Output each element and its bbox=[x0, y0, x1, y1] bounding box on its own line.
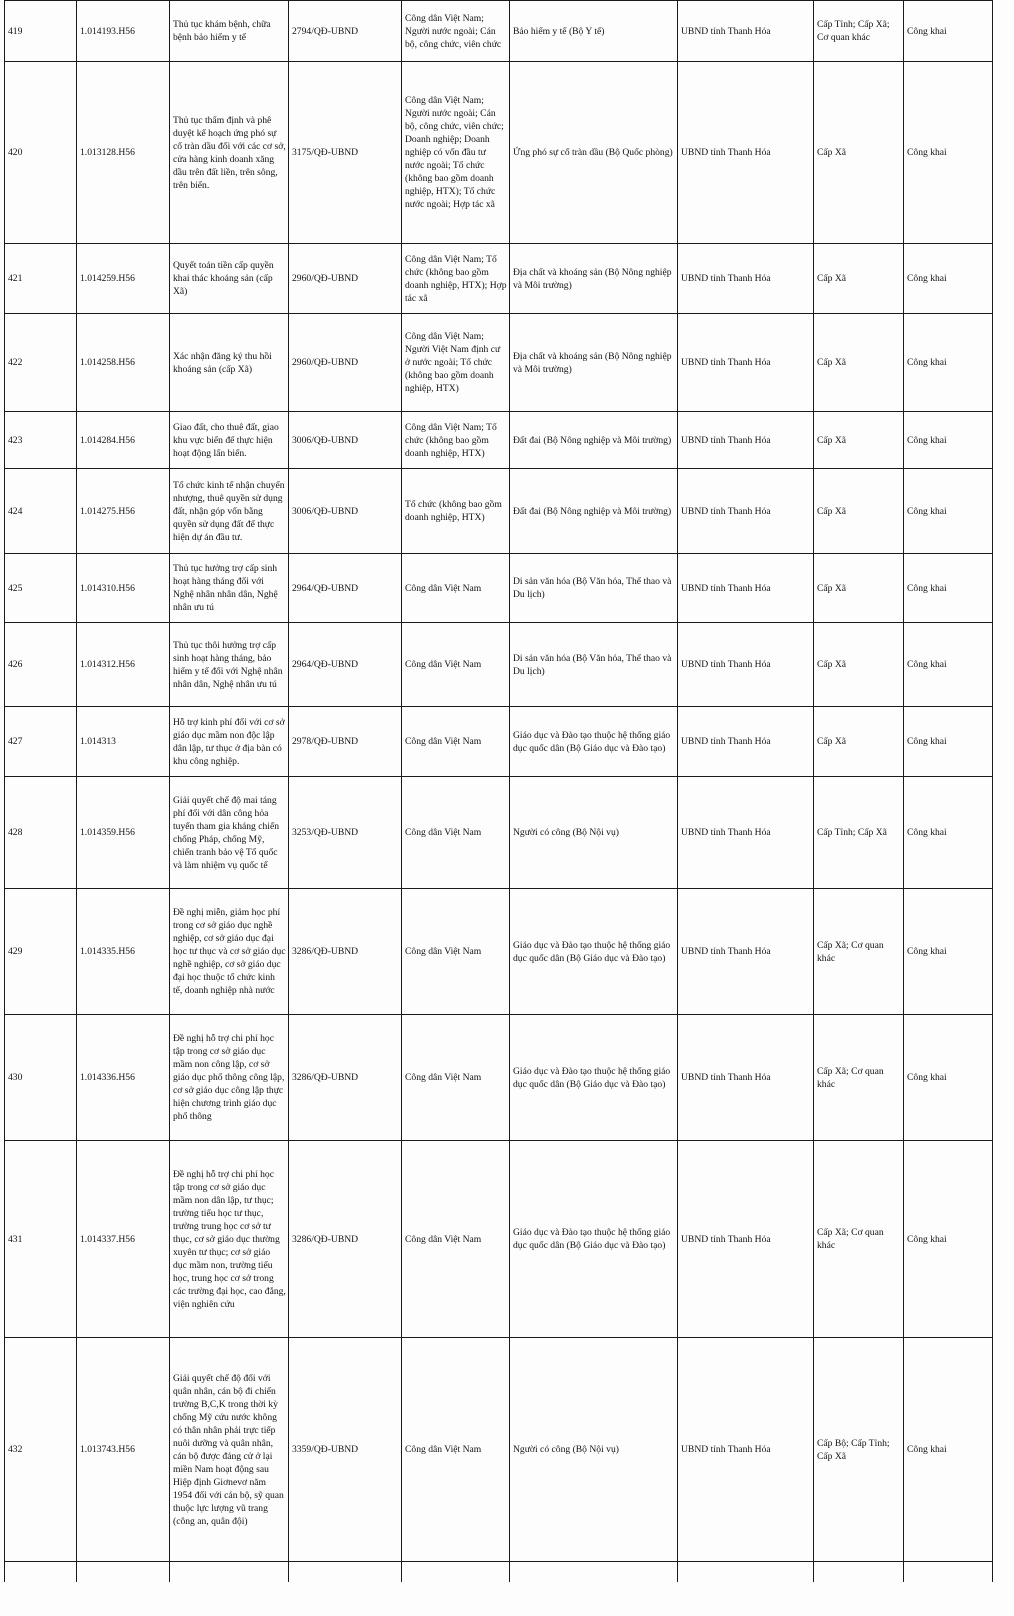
cell-name: Thủ tục thẩm định và phê duyệt kế hoạch ứng phó sự cố tràn dầu đối với các cơ sở, cửa hàng kinh doanh xăng dầu trên đất liền, trên sông, trên biển. bbox=[170, 62, 289, 244]
cell-empty bbox=[170, 1562, 289, 1582]
cell-agency: UBND tỉnh Thanh Hóa bbox=[678, 469, 814, 554]
cell-agency: UBND tỉnh Thanh Hóa bbox=[678, 1, 814, 62]
cell-decision: 2978/QĐ-UBND bbox=[289, 707, 402, 777]
cell-name: Hỗ trợ kinh phí đối với cơ sở giáo dục mầm non độc lập dân lập, tư thục ở địa bàn có khu công nghiệp. bbox=[170, 707, 289, 777]
table-row bbox=[5, 554, 993, 623]
cell-agency: UBND tỉnh Thanh Hóa bbox=[678, 777, 814, 889]
cell-decision: 2794/QĐ-UBND bbox=[289, 1, 402, 62]
cell-subject: Công dân Việt Nam; Người nước ngoài; Cán bộ, công chức, viên chức bbox=[402, 1, 510, 62]
cell-status: Công khai bbox=[904, 1338, 993, 1562]
cell-empty bbox=[5, 1562, 77, 1582]
cell-name: Tổ chức kinh tế nhận chuyển nhượng, thuê quyền sử dụng đất, nhận góp vốn bằng quyền sử dụng đất để thực hiện dự án đầu tư. bbox=[170, 469, 289, 554]
cell-level: Cấp Xã; Cơ quan khác bbox=[814, 889, 904, 1015]
cell-empty bbox=[904, 1562, 993, 1582]
cell-code: 1.014258.H56 bbox=[77, 314, 170, 412]
cell-empty bbox=[77, 1562, 170, 1582]
cell-status: Công khai bbox=[904, 412, 993, 469]
cell-code: 1.014336.H56 bbox=[77, 1015, 170, 1141]
cell-agency: UBND tỉnh Thanh Hóa bbox=[678, 554, 814, 623]
cell-decision: 3359/QĐ-UBND bbox=[289, 1338, 402, 1562]
cell-agency: UBND tỉnh Thanh Hóa bbox=[678, 1338, 814, 1562]
cell-level: Cấp Bộ; Cấp Tỉnh; Cấp Xã bbox=[814, 1338, 904, 1562]
cell-field: Người có công (Bộ Nội vụ) bbox=[510, 1338, 678, 1562]
cell-agency: UBND tỉnh Thanh Hóa bbox=[678, 244, 814, 314]
cell-status: Công khai bbox=[904, 62, 993, 244]
cell-subject: Công dân Việt Nam bbox=[402, 1141, 510, 1338]
cell-level: Cấp Xã bbox=[814, 707, 904, 777]
cell-subject: Công dân Việt Nam; Tổ chức (không bao gồm doanh nghiệp, HTX) bbox=[402, 412, 510, 469]
cell-stt: 419 bbox=[5, 1, 77, 62]
cell-agency: UBND tỉnh Thanh Hóa bbox=[678, 1141, 814, 1338]
cell-code: 1.014275.H56 bbox=[77, 469, 170, 554]
cell-code: 1.014312.H56 bbox=[77, 623, 170, 707]
table-row bbox=[5, 62, 993, 244]
cell-stt: 424 bbox=[5, 469, 77, 554]
cell-decision: 3175/QĐ-UBND bbox=[289, 62, 402, 244]
table-row bbox=[5, 244, 993, 314]
cell-status: Công khai bbox=[904, 1141, 993, 1338]
cell-name: Giải quyết chế độ đối với quân nhân, cán bộ đi chiến trường B,C,K trong thời kỳ chống Mỹ cứu nước không có thân nhân phải trực tiếp nuôi dưỡng và quân nhân, cán bộ được đảng cử ở lại miền Nam hoạt động sau Hiệp định Giơnevơ năm 1954 đối với cán bộ, sỹ quan thuộc lực lượng vũ trang (công an, quân đội) bbox=[170, 1338, 289, 1562]
cell-code: 1.013743.H56 bbox=[77, 1338, 170, 1562]
cell-subject: Công dân Việt Nam bbox=[402, 707, 510, 777]
cell-name: Quyết toán tiền cấp quyền khai thác khoáng sản (cấp Xã) bbox=[170, 244, 289, 314]
cell-stt: 429 bbox=[5, 889, 77, 1015]
cell-code: 1.014310.H56 bbox=[77, 554, 170, 623]
cell-field: Di sản văn hóa (Bộ Văn hóa, Thể thao và Du lịch) bbox=[510, 554, 678, 623]
cell-stt: 432 bbox=[5, 1338, 77, 1562]
cell-field: Di sản văn hóa (Bộ Văn hóa, Thể thao và Du lịch) bbox=[510, 623, 678, 707]
cell-decision: 3286/QĐ-UBND bbox=[289, 1141, 402, 1338]
cell-field: Giáo dục và Đào tạo thuộc hệ thống giáo dục quốc dân (Bộ Giáo dục và Đào tạo) bbox=[510, 889, 678, 1015]
cell-level: Cấp Xã bbox=[814, 469, 904, 554]
cell-code: 1.014259.H56 bbox=[77, 244, 170, 314]
cell-decision: 2964/QĐ-UBND bbox=[289, 554, 402, 623]
table-row bbox=[5, 412, 993, 469]
cell-field: Đất đai (Bộ Nông nghiệp và Môi trường) bbox=[510, 469, 678, 554]
cell-stt: 421 bbox=[5, 244, 77, 314]
cell-stt: 423 bbox=[5, 412, 77, 469]
cell-field: Địa chất và khoáng sản (Bộ Nông nghiệp và Môi trường) bbox=[510, 244, 678, 314]
cell-subject: Công dân Việt Nam bbox=[402, 889, 510, 1015]
cell-level: Cấp Xã bbox=[814, 412, 904, 469]
cell-subject: Công dân Việt Nam bbox=[402, 554, 510, 623]
cell-status: Công khai bbox=[904, 244, 993, 314]
cell-stt: 428 bbox=[5, 777, 77, 889]
cell-empty bbox=[510, 1562, 678, 1582]
cell-stt: 426 bbox=[5, 623, 77, 707]
cell-empty bbox=[402, 1562, 510, 1582]
cell-empty bbox=[814, 1562, 904, 1582]
cell-status: Công khai bbox=[904, 707, 993, 777]
cell-field: Giáo dục và Đào tạo thuộc hệ thống giáo dục quốc dân (Bộ Giáo dục và Đào tạo) bbox=[510, 707, 678, 777]
cell-level: Cấp Tỉnh; Cấp Xã; Cơ quan khác bbox=[814, 1, 904, 62]
cell-decision: 3286/QĐ-UBND bbox=[289, 889, 402, 1015]
cell-subject: Công dân Việt Nam bbox=[402, 777, 510, 889]
cell-field: Ứng phó sự cố tràn dầu (Bộ Quốc phòng) bbox=[510, 62, 678, 244]
cell-name: Giao đất, cho thuê đất, giao khu vực biển để thực hiện hoạt động lấn biển. bbox=[170, 412, 289, 469]
cell-name: Giải quyết chế độ mai táng phí đối với dân công hỏa tuyến tham gia kháng chiến chống Pháp, chống Mỹ, chiến tranh bảo vệ Tổ quốc và làm nhiệm vụ quốc tế bbox=[170, 777, 289, 889]
table-row bbox=[5, 1, 993, 62]
cell-subject: Công dân Việt Nam; Người nước ngoài; Cán bộ, công chức, viên chức; Doanh nghiệp; Doanh nghiệp có vốn đầu tư nước ngoài; Tổ chức (không bao gồm doanh nghiệp, HTX); Tổ chức nước ngoài; Hợp tác xã bbox=[402, 62, 510, 244]
cell-name: Xác nhận đăng ký thu hồi khoáng sản (cấp Xã) bbox=[170, 314, 289, 412]
cell-decision: 2960/QĐ-UBND bbox=[289, 244, 402, 314]
cell-agency: UBND tỉnh Thanh Hóa bbox=[678, 1015, 814, 1141]
cell-status: Công khai bbox=[904, 314, 993, 412]
cell-field: Giáo dục và Đào tạo thuộc hệ thống giáo dục quốc dân (Bộ Giáo dục và Đào tạo) bbox=[510, 1141, 678, 1338]
cell-field: Đất đai (Bộ Nông nghiệp và Môi trường) bbox=[510, 412, 678, 469]
cell-code: 1.014284.H56 bbox=[77, 412, 170, 469]
table-row bbox=[5, 1015, 993, 1141]
cell-status: Công khai bbox=[904, 1015, 993, 1141]
cell-decision: 3286/QĐ-UBND bbox=[289, 1015, 402, 1141]
table-row bbox=[5, 889, 993, 1015]
cell-status: Công khai bbox=[904, 889, 993, 1015]
cell-code: 1.014337.H56 bbox=[77, 1141, 170, 1338]
cell-field: Địa chất và khoáng sản (Bộ Nông nghiệp và Môi trường) bbox=[510, 314, 678, 412]
cell-level: Cấp Xã bbox=[814, 623, 904, 707]
cell-agency: UBND tỉnh Thanh Hóa bbox=[678, 623, 814, 707]
cell-stt: 430 bbox=[5, 1015, 77, 1141]
cell-name: Thủ tục thôi hưởng trợ cấp sinh hoạt hàng tháng, bảo hiểm y tế đối với Nghệ nhân nhân dân, Nghệ nhân ưu tú bbox=[170, 623, 289, 707]
cell-code: 1.014193.H56 bbox=[77, 1, 170, 62]
cell-status: Công khai bbox=[904, 554, 993, 623]
table-row bbox=[5, 623, 993, 707]
table-body bbox=[5, 1, 993, 1582]
cell-decision: 3253/QĐ-UBND bbox=[289, 777, 402, 889]
table-row bbox=[5, 1338, 993, 1562]
cell-status: Công khai bbox=[904, 469, 993, 554]
cell-level: Cấp Xã; Cơ quan khác bbox=[814, 1015, 904, 1141]
cell-name: Đề nghị hỗ trợ chi phí học tập trong cơ sở giáo dục mầm non công lập, cơ sở giáo dục phổ thông công lập, cơ sở giáo dục công lập thực hiện chương trình giáo dục phổ thông bbox=[170, 1015, 289, 1141]
cell-status: Công khai bbox=[904, 623, 993, 707]
table-row-partial bbox=[5, 1562, 993, 1582]
cell-level: Cấp Xã bbox=[814, 314, 904, 412]
cell-subject: Công dân Việt Nam; Tổ chức (không bao gồm doanh nghiệp, HTX); Hợp tác xã bbox=[402, 244, 510, 314]
cell-stt: 431 bbox=[5, 1141, 77, 1338]
cell-status: Công khai bbox=[904, 1, 993, 62]
cell-decision: 3006/QĐ-UBND bbox=[289, 412, 402, 469]
cell-code: 1.013128.H56 bbox=[77, 62, 170, 244]
cell-name: Đề nghị miễn, giảm học phí trong cơ sở giáo dục nghề nghiệp, cơ sở giáo dục đại học tư thục và cơ sở giáo dục nghề nghiệp, cơ sở giáo dục đại học thuộc tổ chức kinh tế, doanh nghiệp nhà nước bbox=[170, 889, 289, 1015]
cell-subject: Công dân Việt Nam bbox=[402, 1015, 510, 1141]
cell-status: Công khai bbox=[904, 777, 993, 889]
cell-agency: UBND tỉnh Thanh Hóa bbox=[678, 889, 814, 1015]
cell-name: Thủ tục khám bệnh, chữa bệnh bảo hiểm y tế bbox=[170, 1, 289, 62]
cell-level: Cấp Xã; Cơ quan khác bbox=[814, 1141, 904, 1338]
cell-level: Cấp Tỉnh; Cấp Xã bbox=[814, 777, 904, 889]
cell-level: Cấp Xã bbox=[814, 244, 904, 314]
cell-code: 1.014359.H56 bbox=[77, 777, 170, 889]
cell-agency: UBND tỉnh Thanh Hóa bbox=[678, 314, 814, 412]
cell-level: Cấp Xã bbox=[814, 554, 904, 623]
cell-empty bbox=[678, 1562, 814, 1582]
cell-agency: UBND tỉnh Thanh Hóa bbox=[678, 412, 814, 469]
cell-field: Bảo hiểm y tế (Bộ Y tế) bbox=[510, 1, 678, 62]
cell-field: Giáo dục và Đào tạo thuộc hệ thống giáo dục quốc dân (Bộ Giáo dục và Đào tạo) bbox=[510, 1015, 678, 1141]
cell-agency: UBND tỉnh Thanh Hóa bbox=[678, 62, 814, 244]
table-row bbox=[5, 469, 993, 554]
cell-stt: 422 bbox=[5, 314, 77, 412]
cell-field: Người có công (Bộ Nội vụ) bbox=[510, 777, 678, 889]
cell-subject: Tổ chức (không bao gồm doanh nghiệp, HTX) bbox=[402, 469, 510, 554]
cell-decision: 2960/QĐ-UBND bbox=[289, 314, 402, 412]
cell-stt: 427 bbox=[5, 707, 77, 777]
cell-code: 1.014335.H56 bbox=[77, 889, 170, 1015]
cell-stt: 420 bbox=[5, 62, 77, 244]
cell-name: Đề nghị hỗ trợ chi phí học tập trong cơ sở giáo dục mầm non dân lập, tư thục; trường tiểu học tư thục, trường trung học cơ sở tư thục, cơ sở giáo dục thường xuyên tư thục; cơ sở giáo dục mầm non, trường tiểu học, trung học cơ sở trong các trường đại học, cao đẳng, viện nghiên cứu bbox=[170, 1141, 289, 1338]
cell-level: Cấp Xã bbox=[814, 62, 904, 244]
table-row bbox=[5, 314, 993, 412]
cell-decision: 2964/QĐ-UBND bbox=[289, 623, 402, 707]
cell-subject: Công dân Việt Nam; Người Việt Nam định cư ở nước ngoài; Tổ chức (không bao gồm doanh nghiệp, HTX) bbox=[402, 314, 510, 412]
cell-subject: Công dân Việt Nam bbox=[402, 623, 510, 707]
cell-code: 1.014313 bbox=[77, 707, 170, 777]
cell-name: Thủ tục hưởng trợ cấp sinh hoạt hàng tháng đối với Nghệ nhân nhân dân, Nghệ nhân ưu tú bbox=[170, 554, 289, 623]
procedures-table bbox=[4, 0, 993, 1582]
cell-empty bbox=[289, 1562, 402, 1582]
table-row bbox=[5, 1141, 993, 1338]
cell-decision: 3006/QĐ-UBND bbox=[289, 469, 402, 554]
cell-agency: UBND tỉnh Thanh Hóa bbox=[678, 707, 814, 777]
table-row bbox=[5, 707, 993, 777]
table-row bbox=[5, 777, 993, 889]
cell-stt: 425 bbox=[5, 554, 77, 623]
cell-subject: Công dân Việt Nam bbox=[402, 1338, 510, 1562]
